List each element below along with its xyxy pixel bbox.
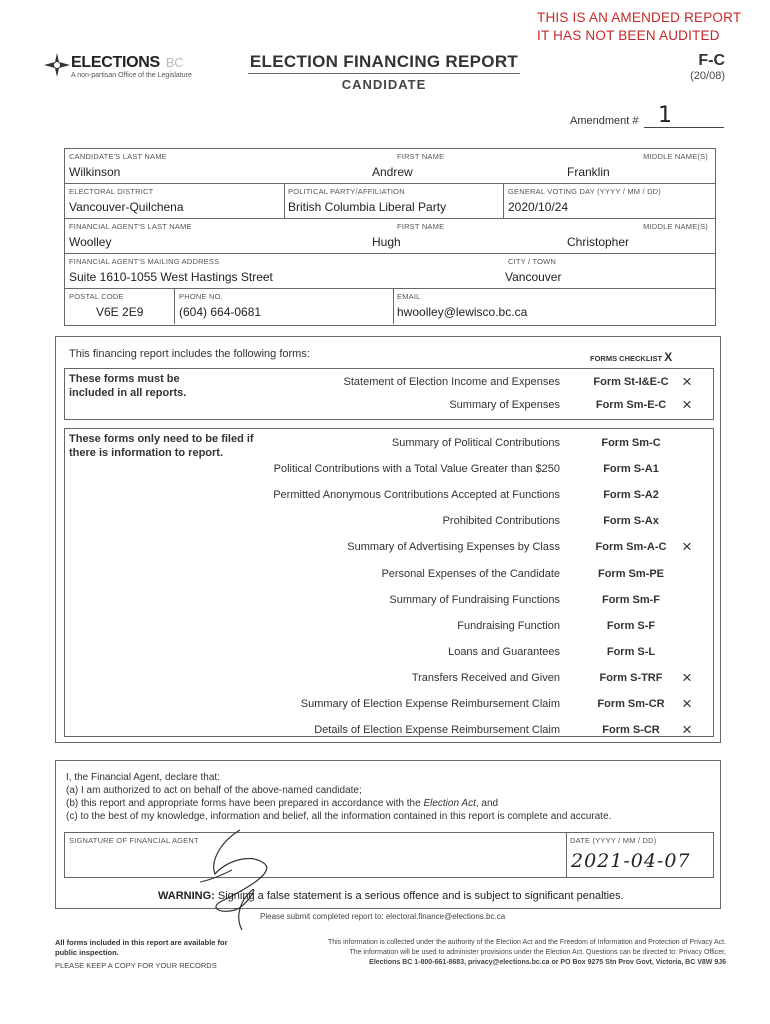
voting-day-value[interactable]: 2020/10/24: [508, 200, 569, 214]
form-row-checkmark[interactable]: ×: [682, 395, 692, 414]
declaration-c: (c) to the best of my knowledge, information and belief, all the information contained in this report is complete and accurate.: [66, 811, 612, 822]
agent-address[interactable]: Suite 1610-1055 West Hastings Street: [69, 270, 273, 284]
agent-first-name-label: FIRST NAME: [397, 222, 445, 231]
voting-day-label: GENERAL VOTING DAY (YYYY / MM / DD): [508, 187, 661, 196]
district-value[interactable]: Vancouver-Quilchena: [69, 200, 184, 214]
report-subtitle: CANDIDATE: [341, 77, 427, 92]
form-row-code: Form Sm-E-C: [595, 399, 667, 411]
footer-public-inspection: All forms included in this report are available for public inspection.: [55, 938, 228, 957]
checklist-header: FORMS CHECKLIST X: [590, 350, 673, 364]
form-row-description: Summary of Expenses: [449, 399, 560, 411]
form-row-code: Form Sm-F: [601, 593, 661, 606]
form-row-description: Summary of Fundraising Functions: [389, 593, 560, 606]
form-row-description: Details of Election Expense Reimbursement Claim: [314, 724, 560, 737]
signature-date[interactable]: 2021-04-07: [571, 850, 691, 872]
title-underline: [248, 73, 520, 74]
declaration-intro: I, the Financial Agent, declare that:: [66, 772, 220, 783]
form-row-description: Summary of Advertising Expenses by Class: [347, 541, 560, 554]
footer-keep-copy: PLEASE KEEP A COPY FOR YOUR RECORDS: [55, 961, 217, 970]
date-label: DATE (YYYY / MM / DD): [570, 836, 657, 845]
report-title: ELECTION FINANCING REPORT: [249, 52, 519, 71]
form-row-description: Prohibited Contributions: [442, 515, 560, 528]
form-row-description: Permitted Anonymous Contributions Accepted at Functions: [273, 489, 560, 502]
candidate-first-name[interactable]: Andrew: [372, 165, 413, 179]
footer-privacy-notice: This information is collected under the authority of the Election Act and the Freedom of Information and Protection of Privacy Act. The information will be used to administer provisions under the Election Act. Questions can be directed to: Privacy Officer, Elections BC 1-800-661-8683, privacy@elections.bc.ca or PO Box 9275 Stn Prov Govt, Victoria, BC V8W 9J6: [327, 939, 726, 966]
amendment-line: [644, 127, 724, 128]
form-row-description: Personal Expenses of the Candidate: [381, 567, 560, 580]
candidate-middle-name-label: MIDDLE NAME(S): [643, 152, 708, 161]
declaration-a: (a) I am authorized to act on behalf of the above-named candidate;: [66, 785, 362, 796]
optional-forms-label: These forms only need to be filed if there is information to report.: [69, 433, 254, 459]
postal-code-label: POSTAL CODE: [69, 292, 124, 301]
form-row-description: Summary of Election Expense Reimbursement Claim: [300, 698, 560, 710]
email-value[interactable]: hwoolley@lewisco.bc.ca: [397, 305, 528, 319]
agent-city-label: CITY / TOWN: [508, 257, 557, 266]
form-row-description: Loans and Guarantees: [448, 645, 560, 658]
form-row-code: Form S-Ax: [603, 515, 659, 528]
party-value[interactable]: British Columbia Liberal Party: [288, 200, 447, 214]
phone-label: PHONE NO.: [179, 292, 223, 301]
submit-note: Please submit completed report to: electoral.finance@elections.bc.ca: [260, 912, 506, 921]
elections-bc-logo: [44, 53, 70, 82]
form-row-description: Political Contributions with a Total Value Greater than $250: [273, 463, 560, 476]
agent-address-label: FINANCIAL AGENT'S MAILING ADDRESS: [69, 257, 220, 266]
form-row-code: Form S-L: [606, 645, 656, 658]
form-row-description: Summary of Political Contributions: [391, 437, 560, 449]
amendment-value[interactable]: 1: [658, 103, 672, 128]
form-row-code: Form S-A2: [603, 489, 659, 502]
amended-stamp-line1: THIS IS AN AMENDED REPORT: [537, 10, 742, 25]
agent-middle-name[interactable]: Christopher: [567, 235, 630, 249]
signature-label: SIGNATURE OF FINANCIAL AGENT: [69, 836, 199, 845]
logo-star-icon: [44, 53, 70, 77]
logo-wordmark: ELECTIONS BC: [71, 54, 184, 71]
agent-middle-name-label: MIDDLE NAME(S): [643, 222, 708, 231]
form-row-code: Form S-TRF: [599, 671, 663, 684]
declaration-b: (b) this report and appropriate forms have been prepared in accordance with the Election Act, and: [66, 798, 499, 809]
district-label: ELECTORAL DISTRICT: [69, 187, 154, 196]
agent-first-name[interactable]: Hugh: [372, 235, 401, 249]
amended-stamp-line2: IT HAS NOT BEEN AUDITED: [537, 28, 720, 43]
form-row-checkmark[interactable]: ×: [682, 372, 692, 391]
required-forms-label: These forms must be included in all reports.: [69, 373, 187, 399]
form-row-checkmark[interactable]: ×: [682, 667, 692, 687]
amendment-label: Amendment #: [570, 115, 639, 127]
warning-text: WARNING: Signing a false statement is a serious offence and is subject to significant penalties.: [158, 890, 624, 902]
party-label: POLITICAL PARTY/AFFILIATION: [288, 187, 405, 196]
candidate-first-name-label: FIRST NAME: [397, 152, 445, 161]
form-row-code: Form S-A1: [603, 463, 659, 476]
form-row-checkmark[interactable]: ×: [682, 694, 692, 713]
form-row-code: Form St-I&E-C: [593, 376, 669, 388]
form-row-checkmark[interactable]: ×: [682, 537, 692, 557]
email-label: EMAIL: [397, 292, 421, 301]
form-row-code: Form S-F: [606, 619, 656, 632]
form-row-description: Fundraising Function: [457, 619, 560, 632]
agent-last-name-label: FINANCIAL AGENT'S LAST NAME: [69, 222, 192, 231]
form-row-description: Transfers Received and Given: [411, 671, 560, 684]
candidate-last-name[interactable]: Wilkinson: [69, 165, 121, 179]
candidate-middle-name[interactable]: Franklin: [567, 165, 610, 179]
form-row-code: Form Sm-C: [601, 437, 661, 449]
checklist-intro: This financing report includes the following forms:: [69, 348, 310, 360]
agent-last-name[interactable]: Woolley: [69, 235, 112, 249]
candidate-last-name-label: CANDIDATE'S LAST NAME: [69, 152, 167, 161]
form-row-code: Form Sm-A-C: [595, 541, 667, 554]
phone-value[interactable]: (604) 664-0681: [179, 305, 262, 319]
agent-city[interactable]: Vancouver: [505, 270, 562, 284]
form-row-code: Form Sm-PE: [597, 567, 664, 580]
form-version: (20/08): [690, 70, 725, 82]
form-row-checkmark[interactable]: ×: [682, 720, 692, 740]
logo-tagline: A non-partisan Office of the Legislature: [71, 72, 192, 79]
postal-code[interactable]: V6E 2E9: [96, 305, 144, 319]
form-row-description: Statement of Election Income and Expenses: [343, 376, 560, 388]
form-row-code: Form S-CR: [602, 724, 660, 737]
form-code: F-C: [698, 52, 725, 69]
form-row-code: Form Sm-CR: [597, 698, 665, 710]
